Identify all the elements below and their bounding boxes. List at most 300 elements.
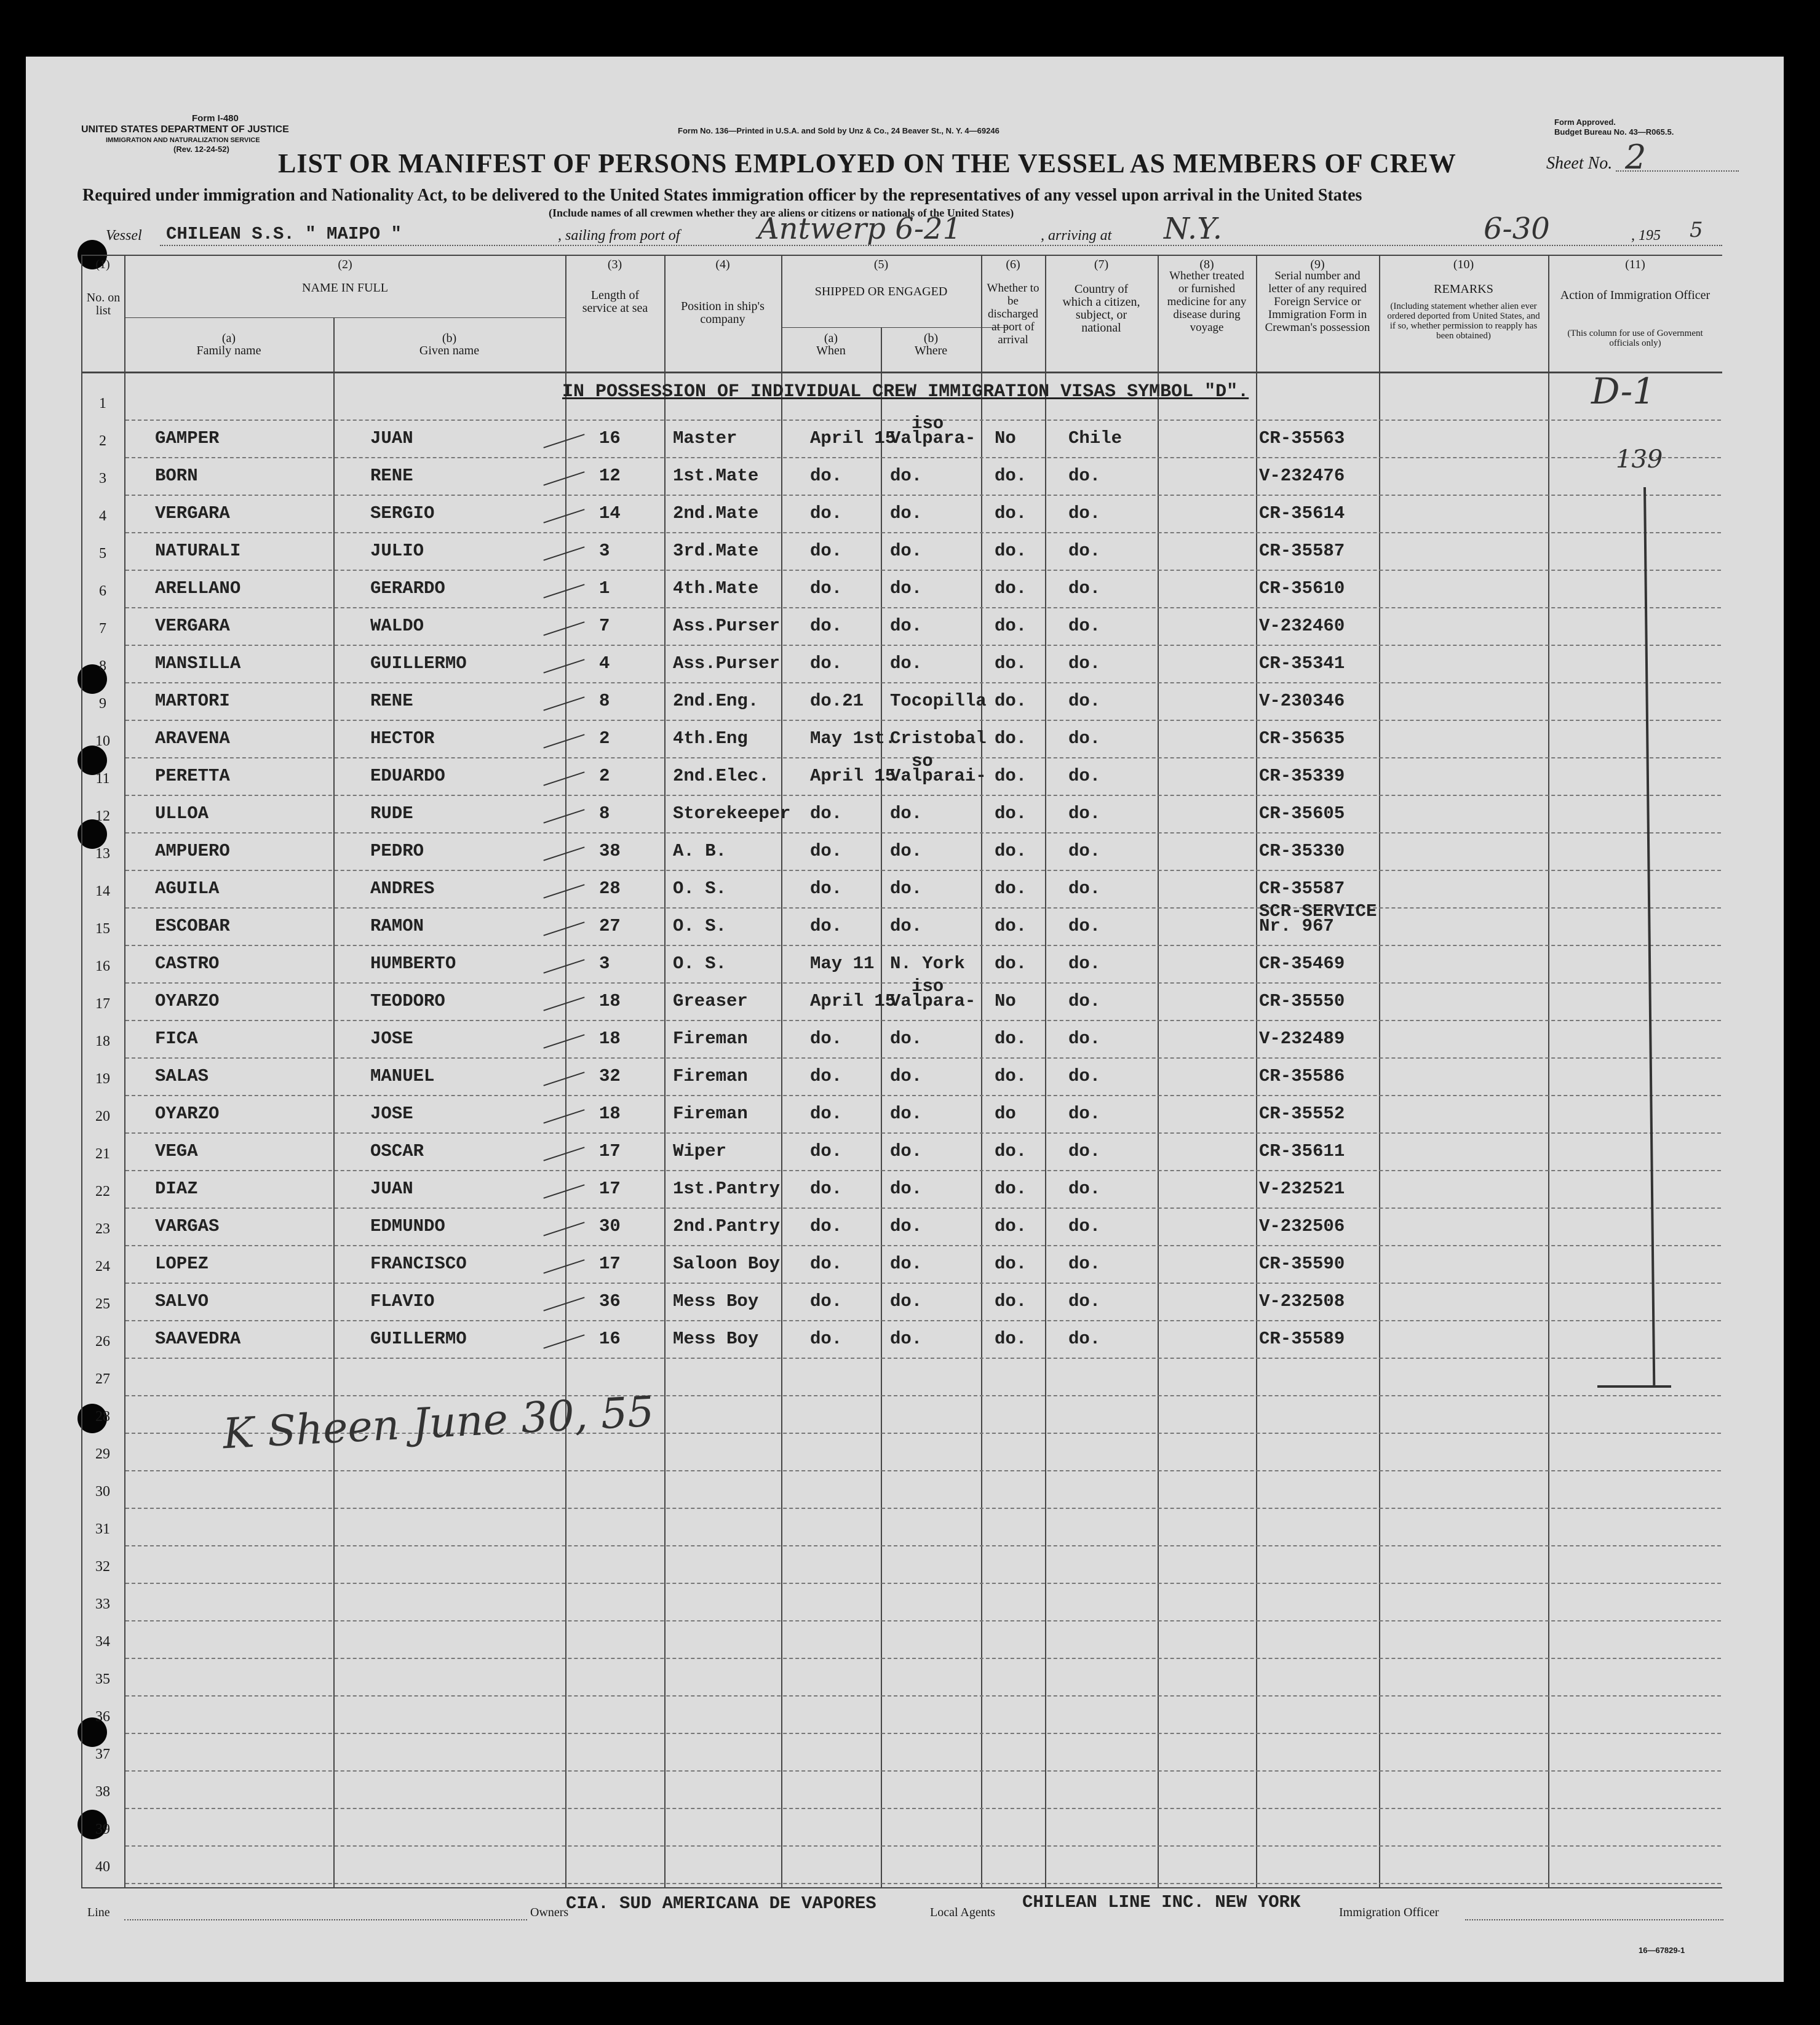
row-number: 24	[95, 1259, 110, 1275]
name-subdivider	[124, 317, 566, 318]
crew-position: Fireman	[673, 1066, 748, 1086]
crew-serial: CR-35552	[1259, 1104, 1345, 1124]
crew-when: do.	[810, 1141, 843, 1161]
crew-country: do.	[1068, 1179, 1101, 1199]
crew-position: 4th.Eng	[673, 728, 748, 749]
crew-serial: V-232508	[1259, 1291, 1345, 1311]
shipped-subdivider	[781, 327, 1009, 328]
row-rule	[125, 720, 1721, 721]
approved-line: Form Approved.	[1554, 117, 1616, 127]
crew-discharged: do.	[995, 1141, 1027, 1161]
crew-when: do.	[810, 1104, 843, 1124]
row-number: 20	[95, 1108, 110, 1124]
action-count: 139	[1616, 445, 1663, 474]
printer-line: Form No. 136—Printed in U.S.A. and Sold by Unz & Co., 24 Beaver St., N. Y. 4—69246	[678, 126, 999, 135]
crew-serial: CR-35610	[1259, 578, 1345, 599]
col-number: (1)	[95, 258, 110, 271]
crew-serial: V-230346	[1259, 691, 1345, 711]
crew-country: do.	[1068, 841, 1101, 861]
crew-when: do.	[810, 466, 843, 486]
crew-when: do.	[810, 1028, 843, 1049]
crew-position: Greaser	[673, 991, 748, 1011]
row-number: 3	[99, 471, 106, 487]
row-number: 27	[95, 1371, 110, 1387]
crew-discharged: do.	[995, 541, 1027, 561]
footer-label: Local Agents	[930, 1906, 996, 1919]
crew-service: 18	[599, 1028, 621, 1049]
approved-line: Budget Bureau No. 43—R065.5.	[1554, 127, 1674, 137]
col-number: (9)	[1310, 258, 1325, 271]
crew-serial: CR-35586	[1259, 1066, 1345, 1086]
crew-serial-continuation: SCR-SERVICE	[1259, 901, 1377, 921]
col-number: (4)	[715, 258, 730, 271]
column-divider	[565, 255, 566, 1888]
crew-serial: CR-35563	[1259, 428, 1345, 448]
crew-family: GAMPER	[155, 428, 220, 448]
crew-where: do.	[890, 503, 923, 523]
vessel-name: CHILEAN S.S. " MAIPO "	[166, 224, 402, 244]
sailing-port: Antwerp 6-21	[758, 212, 962, 246]
row-rule	[125, 1545, 1721, 1546]
crew-country: do.	[1068, 766, 1101, 786]
crew-service: 7	[599, 616, 610, 636]
row-rule	[125, 1395, 1721, 1396]
tally-mark	[543, 1297, 584, 1311]
crew-position: 3rd.Mate	[673, 541, 759, 561]
col-label: Length of service at sea	[582, 288, 648, 315]
row-rule	[125, 795, 1721, 796]
crew-service: 1	[599, 578, 610, 599]
row-rule	[125, 1470, 1721, 1471]
visa-note: IN POSSESSION OF INDIVIDUAL CREW IMMIGRATION VISAS SYMBOL "D".	[562, 381, 1249, 402]
row-number: 11	[95, 771, 110, 787]
crew-discharged: do.	[995, 766, 1027, 786]
row-number: 29	[95, 1446, 110, 1462]
crew-position: Fireman	[673, 1104, 748, 1124]
crew-when: do.	[810, 1179, 843, 1199]
crew-discharged: do.	[995, 1066, 1027, 1086]
crew-service: 2	[599, 728, 610, 749]
row-rule	[125, 1883, 1721, 1884]
row-rule	[125, 1320, 1721, 1321]
col-number: (a)	[221, 332, 236, 345]
form-code: 16—67829-1	[1639, 1946, 1685, 1955]
crew-position: Storekeeper	[673, 803, 791, 824]
crew-service: 18	[599, 1104, 621, 1124]
crew-when: May 11	[810, 953, 875, 974]
crew-when: do.21	[810, 691, 864, 711]
row-number: 25	[95, 1296, 110, 1312]
row-number: 31	[95, 1521, 110, 1537]
row-number: 2	[99, 433, 106, 449]
crew-discharged: do.	[995, 1028, 1027, 1049]
row-number: 4	[99, 508, 106, 524]
col-label: Action of Immigration Officer	[1560, 288, 1711, 302]
column-divider	[1379, 255, 1380, 1888]
col-label: Whether to be discharged at port of arrival	[987, 282, 1039, 346]
crew-serial: V-232460	[1259, 616, 1345, 636]
vessel-underline	[160, 245, 1722, 246]
crew-country: do.	[1068, 1254, 1101, 1274]
crew-where: Cristobal	[890, 728, 987, 749]
crew-position: Saloon Boy	[673, 1254, 781, 1274]
col-label: Serial number and letter of any required Foreign Service or Immigration Form in Crewman's possession	[1265, 269, 1370, 334]
col-number: (10)	[1453, 258, 1474, 271]
crew-country: do.	[1068, 578, 1101, 599]
crew-given: RENE	[370, 466, 413, 486]
crew-when: do.	[810, 1066, 843, 1086]
crew-where-continuation: so	[912, 751, 933, 771]
col-note: (This column for use of Government officials only)	[1567, 328, 1703, 348]
crew-when: do.	[810, 1254, 843, 1274]
col-label: Family name	[196, 344, 261, 357]
tally-mark	[543, 1147, 584, 1161]
crew-service: 27	[599, 916, 621, 936]
crew-country: do.	[1068, 728, 1101, 749]
dept-line: IMMIGRATION AND NATURALIZATION SERVICE	[106, 137, 260, 144]
col-number: (b)	[923, 332, 939, 345]
table-top-border	[81, 255, 1722, 256]
sheet-label: Sheet No.	[1546, 154, 1613, 173]
crew-country: do.	[1068, 1291, 1101, 1311]
crew-position: 2nd.Eng.	[673, 691, 759, 711]
row-number: 10	[95, 733, 110, 749]
crew-position: 1st.Mate	[673, 466, 759, 486]
crew-family: PERETTA	[155, 766, 230, 786]
footer-label: Immigration Officer	[1339, 1906, 1439, 1919]
column-divider	[664, 255, 666, 1888]
row-rule	[125, 532, 1721, 533]
row-number: 21	[95, 1146, 110, 1162]
row-rule	[125, 1770, 1721, 1772]
crew-given: EDMUNDO	[370, 1216, 445, 1236]
footer-underline	[1465, 1919, 1723, 1920]
crew-when: do.	[810, 803, 843, 824]
crew-service: 28	[599, 878, 621, 899]
crew-when: do.	[810, 541, 843, 561]
crew-where: N. York	[890, 953, 965, 974]
crew-family: VERGARA	[155, 616, 230, 636]
crew-given: EDUARDO	[370, 766, 445, 786]
crew-position: Mess Boy	[673, 1291, 759, 1311]
crew-when: April 15	[810, 428, 896, 448]
crew-when: do.	[810, 653, 843, 674]
header-bottom-border	[81, 372, 1722, 373]
crew-family: ULLOA	[155, 803, 209, 824]
col-label: Whether treated or furnished medicine for any disease during voyage	[1167, 269, 1247, 334]
crew-serial: V-232521	[1259, 1179, 1345, 1199]
tally-mark	[543, 584, 584, 599]
crew-position: 1st.Pantry	[673, 1179, 781, 1199]
tally-mark	[543, 696, 584, 711]
column-divider	[981, 255, 982, 1888]
crew-position: O. S.	[673, 878, 727, 899]
tally-mark	[543, 734, 584, 749]
crew-where: do.	[890, 916, 923, 936]
row-number: 36	[95, 1709, 110, 1725]
crew-country: do.	[1068, 1066, 1101, 1086]
footer-underline	[124, 1919, 527, 1920]
crew-discharged: do.	[995, 1329, 1027, 1349]
crew-country: do.	[1068, 991, 1101, 1011]
row-rule	[125, 1170, 1721, 1171]
crew-family: OYARZO	[155, 991, 220, 1011]
crew-given: RUDE	[370, 803, 413, 824]
crew-country: do.	[1068, 1028, 1101, 1049]
crew-given: MANUEL	[370, 1066, 435, 1086]
crew-when: April 15	[810, 766, 896, 786]
crew-serial: CR-35590	[1259, 1254, 1345, 1274]
crew-where: Tocopilla	[890, 691, 987, 711]
crew-family: SALVO	[155, 1291, 209, 1311]
crew-discharged: do.	[995, 803, 1027, 824]
crew-given: JOSE	[370, 1104, 413, 1124]
crew-position: O. S.	[673, 916, 727, 936]
crew-serial: V-232506	[1259, 1216, 1345, 1236]
col-number: (3)	[607, 258, 622, 271]
bracket-foot	[1597, 1385, 1671, 1388]
row-rule	[125, 1283, 1721, 1284]
row-rule	[125, 645, 1721, 646]
year-digit: 5	[1690, 218, 1703, 242]
tally-mark	[543, 884, 584, 899]
crew-service: 32	[599, 1066, 621, 1086]
crew-service: 14	[599, 503, 621, 523]
tally-mark	[543, 621, 584, 636]
crew-discharged: do.	[995, 578, 1027, 599]
footer-label: Line	[87, 1906, 110, 1919]
crew-service: 17	[599, 1254, 621, 1274]
row-number: 14	[95, 883, 110, 899]
crew-where: do.	[890, 1329, 923, 1349]
crew-when: do.	[810, 503, 843, 523]
row-number: 23	[95, 1221, 110, 1237]
footer-label: Owners	[530, 1906, 569, 1919]
col-note: (Including statement whether alien ever ordered deported from United States, and if so, whether permission to reapply has been obtained)	[1387, 301, 1540, 341]
tally-mark	[543, 997, 584, 1011]
crew-when: do.	[810, 616, 843, 636]
crew-discharged: do	[995, 1104, 1016, 1124]
column-divider	[1158, 255, 1159, 1888]
tally-mark	[543, 809, 584, 824]
crew-service: 3	[599, 953, 610, 974]
crew-position: Master	[673, 428, 737, 448]
col-number: (a)	[824, 332, 838, 345]
crew-country: do.	[1068, 691, 1101, 711]
crew-family: ARAVENA	[155, 728, 230, 749]
crew-family: AGUILA	[155, 878, 220, 899]
tally-mark	[543, 471, 584, 486]
crew-service: 2	[599, 766, 610, 786]
crew-country: do.	[1068, 1141, 1101, 1161]
crew-serial: CR-35341	[1259, 653, 1345, 674]
row-number: 15	[95, 921, 110, 937]
col-label: Country of which a citizen, subject, or national	[1062, 282, 1140, 335]
crew-where: Valparai-	[890, 766, 987, 786]
crew-country: do.	[1068, 953, 1101, 974]
crew-service: 8	[599, 691, 610, 711]
crew-discharged: do.	[995, 841, 1027, 861]
crew-family: BORN	[155, 466, 198, 486]
crew-where: do.	[890, 1141, 923, 1161]
row-number: 5	[99, 546, 106, 562]
crew-given: HUMBERTO	[370, 953, 456, 974]
crew-discharged: do.	[995, 1291, 1027, 1311]
crew-family: MARTORI	[155, 691, 230, 711]
crew-discharged: do.	[995, 916, 1027, 936]
crew-given: TEODORO	[370, 991, 445, 1011]
crew-family: MANSILLA	[155, 653, 241, 674]
arriving-date: 6-30	[1484, 212, 1550, 246]
action-mark: D-1	[1591, 370, 1656, 412]
crew-given: FLAVIO	[370, 1291, 435, 1311]
crew-given: WALDO	[370, 616, 424, 636]
crew-where: do.	[890, 541, 923, 561]
crew-discharged: do.	[995, 653, 1027, 674]
crew-given: JUAN	[370, 428, 413, 448]
crew-where: do.	[890, 878, 923, 899]
row-rule	[125, 1095, 1721, 1096]
crew-serial: CR-35469	[1259, 953, 1345, 974]
col-label: No. on list	[86, 291, 121, 317]
col-label: REMARKS	[1434, 282, 1493, 296]
tally-mark	[543, 1334, 584, 1349]
row-rule	[125, 870, 1721, 871]
row-number: 19	[95, 1071, 110, 1087]
crew-serial: Nr. 967	[1259, 916, 1334, 936]
crew-service: 12	[599, 466, 621, 486]
crew-position: 2nd.Pantry	[673, 1216, 781, 1236]
crew-when: do.	[810, 916, 843, 936]
row-rule	[125, 1245, 1721, 1246]
crew-discharged: do.	[995, 953, 1027, 974]
crew-serial: CR-35330	[1259, 841, 1345, 861]
crew-position: A. B.	[673, 841, 727, 861]
crew-where-continuation: iso	[912, 413, 944, 434]
crew-service: 16	[599, 428, 621, 448]
form-id: Form I-480	[192, 113, 239, 124]
crew-given: JOSE	[370, 1028, 413, 1049]
crew-service: 4	[599, 653, 610, 674]
row-number: 28	[95, 1409, 110, 1425]
crew-country: do.	[1068, 803, 1101, 824]
crew-position: 2nd.Mate	[673, 503, 759, 523]
col-label: Given name	[419, 344, 480, 357]
row-rule	[125, 682, 1721, 683]
crew-service: 30	[599, 1216, 621, 1236]
crew-country: do.	[1068, 1104, 1101, 1124]
crew-country: do.	[1068, 1216, 1101, 1236]
crew-serial: CR-35339	[1259, 766, 1345, 786]
table-bottom-border	[81, 1887, 1722, 1888]
crew-family: FICA	[155, 1028, 198, 1049]
tally-mark	[543, 846, 584, 861]
crew-given: JULIO	[370, 541, 424, 561]
crew-country: do.	[1068, 916, 1101, 936]
crew-family: SALAS	[155, 1066, 209, 1086]
column-divider	[333, 317, 335, 1888]
crew-family: OYARZO	[155, 1104, 220, 1124]
row-rule	[125, 457, 1721, 458]
crew-service: 8	[599, 803, 610, 824]
row-rule	[125, 607, 1721, 608]
row-rule	[125, 1658, 1721, 1659]
crew-given: GUILLERMO	[370, 653, 467, 674]
crew-family: CASTRO	[155, 953, 220, 974]
crew-country: do.	[1068, 616, 1101, 636]
crew-discharged: do.	[995, 1179, 1027, 1199]
crew-discharged: do.	[995, 503, 1027, 523]
tally-mark	[543, 1072, 584, 1086]
crew-given: PEDRO	[370, 841, 424, 861]
crew-position: Ass.Purser	[673, 653, 781, 674]
row-rule	[125, 907, 1721, 909]
dept-line: UNITED STATES DEPARTMENT OF JUSTICE	[81, 124, 289, 135]
owners-name: CIA. SUD AMERICANA DE VAPORES	[566, 1893, 876, 1914]
crew-when: do.	[810, 878, 843, 899]
crew-where: do.	[890, 1291, 923, 1311]
crew-discharged: do.	[995, 616, 1027, 636]
col-number: (6)	[1006, 258, 1020, 271]
crew-where: do.	[890, 578, 923, 599]
crew-serial: CR-35550	[1259, 991, 1345, 1011]
crew-given: RAMON	[370, 916, 424, 936]
crew-when: do.	[810, 841, 843, 861]
crew-when: April 15	[810, 991, 896, 1011]
row-rule	[125, 1695, 1721, 1697]
crew-position: Fireman	[673, 1028, 748, 1049]
col-number: (11)	[1625, 258, 1645, 271]
row-number: 32	[95, 1559, 110, 1575]
col-number: (7)	[1094, 258, 1109, 271]
crew-where: do.	[890, 653, 923, 674]
crew-service: 17	[599, 1179, 621, 1199]
manifest-page	[26, 57, 1784, 1982]
row-number: 39	[95, 1821, 110, 1837]
crew-family: NATURALI	[155, 541, 241, 561]
tally-mark	[543, 921, 584, 936]
crew-country: do.	[1068, 653, 1101, 674]
row-number: 40	[95, 1859, 110, 1875]
tally-mark	[543, 1222, 584, 1236]
row-number: 16	[95, 958, 110, 974]
signature: K Sheen June 30, 55	[221, 1387, 656, 1459]
crew-where: do.	[890, 1254, 923, 1274]
crew-country: do.	[1068, 503, 1101, 523]
include-note: (Include names of all crewmen whether they are aliens or citizens or nationals of the United States)	[549, 207, 1014, 219]
sailing-label: , sailing from port of	[558, 228, 680, 244]
column-divider	[81, 255, 82, 1888]
page-title: LIST OR MANIFEST OF PERSONS EMPLOYED ON THE VESSEL AS MEMBERS OF CREW	[278, 148, 1456, 178]
crew-family: VERGARA	[155, 503, 230, 523]
crew-service: 17	[599, 1141, 621, 1161]
year-label: , 195	[1631, 228, 1661, 244]
crew-given: HECTOR	[370, 728, 435, 749]
crew-where: do.	[890, 1028, 923, 1049]
row-number: 30	[95, 1484, 110, 1500]
column-divider	[1045, 255, 1046, 1888]
crew-when: do.	[810, 1216, 843, 1236]
crew-given: ANDRES	[370, 878, 435, 899]
crew-where: do.	[890, 1216, 923, 1236]
crew-family: DIAZ	[155, 1179, 198, 1199]
row-number: 38	[95, 1784, 110, 1800]
tally-mark	[543, 1259, 584, 1274]
crew-serial: CR-35611	[1259, 1141, 1345, 1161]
crew-where: do.	[890, 616, 923, 636]
column-divider	[881, 327, 882, 1888]
col-number: (b)	[442, 332, 457, 345]
